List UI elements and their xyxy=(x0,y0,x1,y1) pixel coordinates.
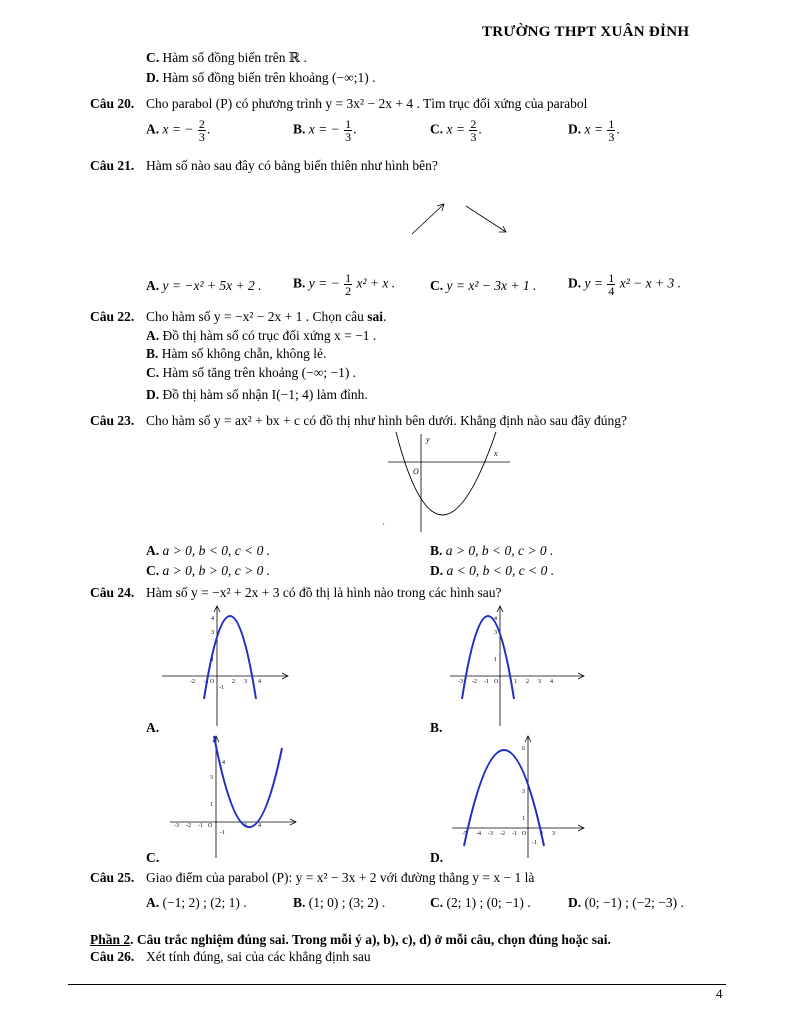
denominator: 3 xyxy=(198,130,205,144)
numerator: 1 xyxy=(345,271,352,285)
option-text: Hàm số tăng trên khoảng (−∞; −1) . xyxy=(162,365,357,380)
question-20-label: Câu 20. xyxy=(90,96,135,111)
svg-text:-1: -1 xyxy=(204,679,209,685)
option-text: (−1; 2) ; (2; 1) . xyxy=(162,895,247,910)
svg-text:1: 1 xyxy=(522,816,525,822)
question-20-text: Cho parabol (P) có phương trình y = 3x² − 2x + 4 . Tìm trục đối xứng của parabol xyxy=(146,96,588,111)
question-25-label: Câu 25. xyxy=(90,870,135,885)
svg-text:O: O xyxy=(210,679,215,685)
q22-option-d xyxy=(146,387,368,403)
numerator: 1 xyxy=(345,117,352,131)
option-letter: D. xyxy=(146,387,160,402)
option-letter: C. xyxy=(146,563,160,578)
svg-text:-1: -1 xyxy=(198,823,203,829)
stray-mark: ` xyxy=(382,522,385,532)
denominator: 2 xyxy=(345,284,352,298)
variation-table-arrows xyxy=(400,196,520,244)
svg-text:-3: -3 xyxy=(458,679,463,685)
parabola-curve xyxy=(204,616,256,699)
q24-graph-a xyxy=(160,604,290,728)
option-letter: D. xyxy=(568,895,582,910)
option-letter: B. xyxy=(146,346,159,361)
option-letter: C. xyxy=(430,895,444,910)
svg-text:O: O xyxy=(208,823,213,829)
option-letter: B. xyxy=(430,543,443,558)
arrow-down xyxy=(466,206,506,232)
q22-option-a xyxy=(146,328,376,344)
school-header: TRƯỜNG THPT XUÂN ĐỈNH xyxy=(482,24,690,40)
option-text: y = x² − 3x + 1 . xyxy=(446,278,537,293)
svg-text:3: 3 xyxy=(494,630,497,636)
q24-graph-b xyxy=(448,604,588,728)
q20-option-d: D. x = $\frac{1}{3}$ . xyxy=(568,117,620,144)
option-letter: B. xyxy=(293,895,306,910)
option-letter: A. xyxy=(146,121,160,137)
svg-text:1: 1 xyxy=(210,802,213,808)
option-text: a > 0, b < 0, c > 0 . xyxy=(445,543,554,558)
svg-text:4: 4 xyxy=(258,823,261,829)
svg-text:-1: -1 xyxy=(220,830,225,836)
svg-text:-2: -2 xyxy=(500,831,505,837)
numerator: 2 xyxy=(470,117,477,131)
question-23-label: Câu 23. xyxy=(90,413,135,428)
option-text: Hàm số đồng biến trên khoảng (−∞;1) . xyxy=(162,70,376,85)
svg-text:3: 3 xyxy=(552,831,555,837)
svg-text:1: 1 xyxy=(494,657,497,663)
question-21-label: Câu 21. xyxy=(90,158,135,173)
page-number: 4 xyxy=(716,986,723,1001)
svg-text:-3: -3 xyxy=(488,831,493,837)
option-text: a > 0, b > 0, c > 0 . xyxy=(162,563,271,578)
svg-text:4: 4 xyxy=(550,679,553,685)
option-post: x² − x + 3 . xyxy=(619,275,681,291)
svg-text:-4: -4 xyxy=(476,831,481,837)
question-24-label: Câu 24. xyxy=(90,585,135,600)
option-letter: D. xyxy=(430,563,444,578)
question-22-text xyxy=(146,309,386,325)
svg-text:4: 4 xyxy=(211,616,214,622)
numerator: 1 xyxy=(608,271,615,285)
option-letter: B. xyxy=(293,275,306,291)
q21-option-a xyxy=(146,278,261,294)
denominator: 3 xyxy=(470,130,477,144)
x-axis-label: x xyxy=(494,449,498,458)
part-2-heading xyxy=(90,932,611,948)
question-22-label: Câu 22. xyxy=(90,309,135,324)
numerator: 2 xyxy=(198,117,205,131)
svg-text:-1: -1 xyxy=(532,840,537,846)
parabola-curve xyxy=(396,432,496,515)
denominator: 3 xyxy=(608,130,615,144)
question-25-text: Giao điểm của parabol (P): y = x² − 3x + 2 với đường thẳng y = x − 1 là xyxy=(146,870,535,885)
tick-labels xyxy=(190,616,261,691)
option-text: Đồ thị hàm số có trục đối xứng x = −1 . xyxy=(162,328,377,343)
q24-option-a-label: A. xyxy=(146,720,160,735)
option-text: a > 0, b < 0, c < 0 . xyxy=(162,543,271,558)
svg-text:3: 3 xyxy=(211,630,214,636)
svg-text:-2: -2 xyxy=(472,679,477,685)
svg-text:3: 3 xyxy=(244,679,247,685)
question-26-label: Câu 26. xyxy=(90,949,135,964)
q24-option-c-label: C. xyxy=(146,850,160,865)
option-letter: C. xyxy=(430,121,444,137)
svg-text:-1: -1 xyxy=(219,685,224,691)
svg-text:-2: -2 xyxy=(186,823,191,829)
svg-text:-2: -2 xyxy=(190,679,195,685)
parabola-curve xyxy=(462,616,514,699)
q21-option-b xyxy=(293,272,395,297)
option-text: (1; 0) ; (3; 2) . xyxy=(308,895,386,910)
svg-text:2: 2 xyxy=(540,831,543,837)
fraction xyxy=(607,272,615,297)
part-2-text: . Câu trắc nghiệm đúng sai. Trong mỗi ý a), b), c), d) ở mỗi câu, chọn đúng hoặc sai. xyxy=(130,932,611,947)
option-letter: C. xyxy=(146,50,160,65)
option-lhs: x = − xyxy=(162,121,194,137)
option-letter: B. xyxy=(293,121,306,137)
option-pre: y = xyxy=(584,275,603,291)
svg-text:3: 3 xyxy=(244,823,247,829)
svg-text:4: 4 xyxy=(494,616,497,622)
option-pre: y = − xyxy=(308,275,340,291)
denominator: 4 xyxy=(608,284,615,298)
svg-text:2: 2 xyxy=(526,679,529,685)
part-2-label: Phần 2 xyxy=(90,932,131,947)
q24-option-d-label: D. xyxy=(430,850,444,865)
option-lhs: x = xyxy=(584,121,603,137)
q20-option-b: B. x = − $\frac{1}{3}$ . xyxy=(293,117,357,144)
svg-text:-1: -1 xyxy=(512,831,517,837)
q24-graph-c xyxy=(160,734,300,860)
svg-text:O: O xyxy=(494,679,499,685)
q22-option-c xyxy=(146,365,356,381)
svg-text:1: 1 xyxy=(514,679,517,685)
q24-option-b-label: B. xyxy=(430,720,443,735)
q19-option-d xyxy=(146,70,375,86)
question-26-text: Xét tính đúng, sai của các khẳng định sau xyxy=(146,949,371,964)
question-text-end: . xyxy=(383,309,387,324)
option-letter: A. xyxy=(146,328,160,343)
option-text: (0; −1) ; (−2; −3) . xyxy=(584,895,684,910)
option-text: Hàm số không chẵn, không lẻ. xyxy=(161,346,327,361)
fraction xyxy=(344,272,352,297)
q24-graph-d xyxy=(448,734,588,860)
svg-text:4: 4 xyxy=(258,679,261,685)
fraction xyxy=(607,118,615,143)
q23-option-d xyxy=(430,563,554,579)
svg-text:-1: -1 xyxy=(484,679,489,685)
svg-text:1: 1 xyxy=(211,657,214,663)
svg-text:2: 2 xyxy=(232,679,235,685)
svg-text:3: 3 xyxy=(538,679,541,685)
option-lhs: x = − xyxy=(308,121,340,137)
option-letter: C. xyxy=(146,365,160,380)
option-letter: D. xyxy=(146,70,160,85)
question-23-text: Cho hàm số y = ax² + bx + c có đồ thị như hình bên dưới. Khẳng định nào sau đây đúng? xyxy=(146,413,627,428)
question-24-text: Hàm số y = −x² + 2x + 3 có đồ thị là hình nào trong các hình sau? xyxy=(146,585,502,600)
tick-labels xyxy=(174,760,261,836)
q22-option-b xyxy=(146,346,326,362)
parabola-curve xyxy=(214,736,282,827)
footer-rule xyxy=(68,984,726,985)
option-letter: A. xyxy=(146,543,160,558)
q23-parabola-graph xyxy=(370,430,520,540)
y-axis-label: y xyxy=(426,435,430,444)
option-text: a < 0, b < 0, c < 0 . xyxy=(446,563,555,578)
svg-text:4: 4 xyxy=(222,760,225,766)
option-text: Đồ thị hàm số nhận I(−1; 4) làm đỉnh. xyxy=(162,387,368,402)
option-letter: D. xyxy=(568,275,582,291)
arrow-up xyxy=(412,204,444,234)
option-letter: A. xyxy=(146,895,160,910)
option-letter: A. xyxy=(146,278,160,293)
denominator: 3 xyxy=(345,130,352,144)
numerator: 1 xyxy=(608,117,615,131)
emphasis-word: sai xyxy=(367,309,384,324)
option-lhs: x = xyxy=(446,121,465,137)
option-letter: D. xyxy=(568,121,582,137)
svg-text:-3: -3 xyxy=(174,823,179,829)
option-post: x² + x . xyxy=(356,275,396,291)
q20-option-a: A. x = − $\frac{2}{3}$ . xyxy=(146,117,211,144)
q23-option-b xyxy=(430,543,553,559)
q23-option-a xyxy=(146,543,270,559)
fraction xyxy=(469,118,477,143)
q21-option-d xyxy=(568,272,681,297)
q25-option-d xyxy=(568,895,684,911)
option-text: (2; 1) ; (0; −1) . xyxy=(446,895,531,910)
svg-text:3: 3 xyxy=(522,789,525,795)
option-text: Hàm số đồng biến trên ℝ . xyxy=(162,50,307,65)
fraction xyxy=(344,118,352,143)
option-letter: C. xyxy=(430,278,444,293)
question-text: Cho hàm số y = −x² − 2x + 1 . Chọn câu xyxy=(146,309,368,324)
svg-text:6: 6 xyxy=(522,746,525,752)
q21-option-c xyxy=(430,278,536,294)
q25-option-b xyxy=(293,895,385,911)
svg-text:O: O xyxy=(522,831,527,837)
svg-text:-5: -5 xyxy=(462,831,467,837)
q20-option-c: C. x = $\frac{2}{3}$ . xyxy=(430,117,482,144)
q25-option-a xyxy=(146,895,247,911)
q23-option-c xyxy=(146,563,270,579)
origin-label: O xyxy=(413,467,419,476)
q19-option-c xyxy=(146,50,307,66)
q25-option-c xyxy=(430,895,531,911)
question-21-text: Hàm số nào sau đây có bảng biến thiên như hình bên? xyxy=(146,158,438,173)
option-text: y = −x² + 5x + 2 . xyxy=(162,278,262,293)
svg-text:3: 3 xyxy=(210,775,213,781)
fraction xyxy=(198,118,206,143)
